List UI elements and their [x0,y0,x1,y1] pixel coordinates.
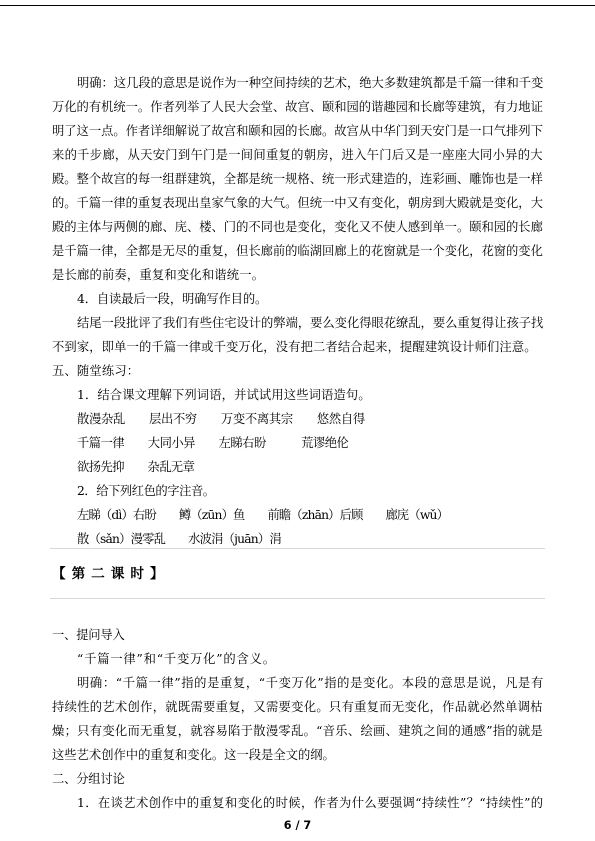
text-line: 万化的有机统一。作者列举了人民大会堂、故宫、颐和园的谐趣园和长廊等建筑，有力地证 [52,100,543,114]
text-line: 殿的主体与两侧的廊、庑、楼、门的不同也是变化，变化又不使人感到单一。颐和园的长廊 [52,220,543,234]
text-line: 是长廊的前奏，重复和变化和谐统一。 [52,268,265,282]
text-line: 殿。整个故宫的每一组群建筑，全都是统一规格、统一形式建造的，连彩画、雕饰也是一样 [52,172,543,186]
text-line: 左睇（dì）右盼 鳟（zūn）鱼 前瞻（zhān）后顾 廊庑（wǔ） [77,508,449,522]
section-divider-top [50,548,545,549]
text-line: 来的千步廊，从天安门到午门是一间间重复的朝房，进入午门后又是一座座大同小异的大 [52,148,543,162]
text-line: 五、随堂练习： [52,364,140,378]
text-line: 散（sǎn）漫零乱 水波涓（juān）涓 [77,532,281,546]
text-line: 不到家，即单一的千篇一律或千变万化，没有把二者结合起来，提醒建筑设计师们注意。 [52,340,537,354]
text-line: 欲扬先抑 杂乱无章 [77,460,195,474]
text-line: 千篇一律 大同小异 左睇右盼 荒谬绝伦 [77,436,349,450]
text-line: 1．结合课文理解下列词语，并试试用这些词语造句。 [77,388,371,402]
text-line: 结尾一段批评了我们有些住宅设计的弊端，要么变化得眼花缭乱，要么重复得让孩子找 [77,316,544,330]
text-line: 明了这一点。作者详细解说了故宫和颐和园的长廊。故宫从中华门到天安门是一口气排列下 [52,124,543,138]
text-line: 2．给下列红色的字注音。 [77,484,215,498]
text-line: 的。千篇一律的重复表现出皇家气象的大气。但统一中又有变化，朝房到大殿就是变化，大 [52,196,543,210]
section-divider-bottom [50,598,545,599]
text-line: 二、分组讨论 [52,772,125,786]
text-line: 1．在谈艺术创作中的重复和变化的时候，作者为什么要强调“持续性”？“持续性”的 [77,796,544,810]
text-line: 持续性的艺术创作，就既需要重复，又需要变化。只有重复而无变化，作品就必然单调枯 [52,700,543,714]
top-rule [0,5,595,6]
text-line: 燥；只有变化而无重复，就容易陷于散漫零乱。“音乐、绘画、建筑之间的通感”指的就是 [52,724,544,738]
text-line: 一、提问导入 [52,628,125,642]
text-line: 明确：这几段的意思是说作为一种空间持续的艺术，绝大多数建筑都是千篇一律和千变 [77,76,544,90]
text-line: 是千篇一律，全都是无尽的重复，但长廊前的临湖回廊上的花窗就是一个变化，花窗的变化 [52,244,543,258]
text-line: 这些艺术创作中的重复和变化。这一段是全文的纲。 [52,748,335,762]
section-heading: 【第二课时】 [52,566,170,582]
text-line: 4．自读最后一段，明确写作目的。 [77,292,268,306]
page-number: 6 / 7 [283,819,312,832]
text-line: “千篇一律”和“千变万化”的含义。 [77,652,276,666]
text-line: 散漫杂乱 层出不穷 万变不离其宗 悠然自得 [77,412,365,426]
text-line: 明确：“千篇一律”指的是重复，“千变万化”指的是变化。本段的意思是说，凡是有 [77,676,544,690]
